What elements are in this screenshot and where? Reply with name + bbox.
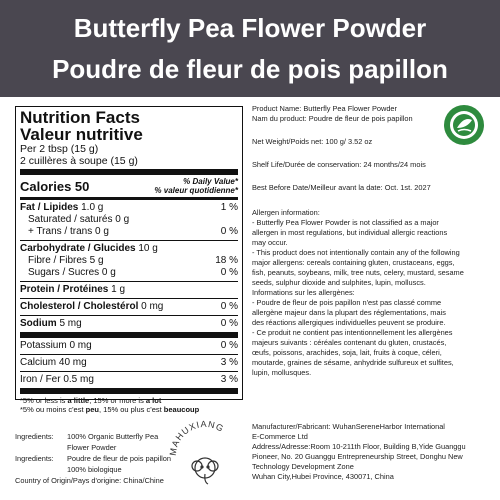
cholesterol-label: Cholesterol / Cholestérol: [20, 301, 139, 312]
sodium-amount: 5 mg: [59, 318, 82, 329]
nf-title-en: Nutrition Facts: [20, 108, 140, 127]
manufacturer-line: Wuhan City,Hubei Province, 430071, China: [252, 472, 394, 481]
serving-size-en: Per 2 tbsp (15 g): [20, 143, 99, 155]
cholesterol-row: [20, 299, 238, 315]
title-english: Butterfly Pea Flower Powder: [73, 13, 427, 43]
potassium-dv: 0 %: [220, 340, 238, 351]
trans-row: [20, 226, 238, 238]
dv-header-en: % Daily Value*: [183, 177, 238, 186]
fat-row: [20, 200, 238, 214]
ingredients-value-en-1: 100% Organic Butterfly Pea: [67, 432, 159, 441]
fibre-row: [20, 255, 238, 267]
allergen-line: œufs, poissons, arachides, soja, lait, fruits à coque, céleri,: [252, 348, 442, 357]
nf-title-fr: Valeur nutritive: [20, 125, 143, 144]
ingredients-value-en-2: Flower Powder: [67, 443, 117, 452]
allergen-line: allergène majeur dans la plupart des réglementations, mais: [252, 308, 446, 317]
nutrition-facts-panel: [15, 106, 243, 414]
saturated-label: Saturated / saturés 0 g: [28, 214, 130, 225]
allergen-line: majeurs suivants : céréales contenant du gluten, crustacés,: [252, 338, 447, 347]
allergen-line: major allergens: cereals containing gluten, crustaceans, eggs,: [252, 258, 455, 267]
protein-row: [20, 282, 238, 298]
manufacturer-info: [252, 422, 497, 482]
product-name-en: Product Name: Butterfly Pea Flower Powder: [252, 104, 397, 113]
best-before: Best Before Date/Meilleur avant la date: Oct. 1st. 2027: [252, 183, 431, 192]
carb-row: [20, 241, 238, 255]
calories-label: Calories 50: [20, 178, 90, 194]
product-name-fr: Nam du product: Poudre de fleur de pois papillon: [252, 114, 413, 123]
allergen-line: seeds, sulphur dioxide and sulphites, lupin, molluscs.: [252, 278, 426, 287]
fat-label: Fat / Lipides: [20, 202, 79, 213]
calcium-row: [20, 355, 238, 371]
footnote-en: *5% or less is a little, 15% or more is a lot: [20, 396, 162, 405]
allergen-line: - Ce produit ne contient pas intentionnellement les allergènes: [252, 328, 453, 337]
trans-label: + Trans / trans 0 g: [28, 226, 109, 237]
calcium-dv: 3 %: [220, 357, 238, 368]
allergen-line: Informations sur les allergènes:: [252, 288, 355, 297]
ingredients-label-fr: Ingredients:: [15, 454, 54, 463]
title-banner: [0, 0, 500, 97]
manufacturer-line: E-Commerce Ltd: [252, 432, 308, 441]
allergen-line: fish, peanuts, soybeans, milk, tree nuts, celery, mustard, sesame: [252, 268, 464, 277]
cholesterol-dv: 0 %: [220, 301, 238, 312]
allergen-line: Allergen information:: [252, 208, 320, 217]
sugars-dv: 0 %: [220, 267, 238, 278]
allergen-line: - Butterfly Pea Flower Powder is not classified as a major: [252, 218, 439, 227]
shelf-life: Shelf Life/Durée de conservation: 24 months/24 mois: [252, 160, 426, 169]
allergen-line: des réactions allergiques individuelles peuvent se produire.: [252, 318, 446, 327]
protein-amount: 1 g: [111, 284, 126, 295]
sugars-row: [20, 267, 238, 279]
fat-amount: 1.0 g: [81, 202, 104, 213]
manufacturer-line: Address/Adresse:Room 10-211th Floor, Building B,Yide Guanggu: [252, 442, 466, 451]
calories-row: [20, 175, 238, 197]
ingredients-label-en: Ingredients:: [15, 432, 54, 441]
allergen-line: - Poudre de fleur de pois papillon n'est pas classé comme: [252, 298, 442, 307]
manufacturer-line: Pioneer, No. 20 Guanggu Entrepreneurship Street, Donghu New: [252, 452, 463, 461]
footnote-fr: *5% ou moins c'est peu, 15% ou plus c'est beaucoup: [20, 405, 200, 414]
potassium-row: [20, 338, 238, 354]
manufacturer-line: Technology Development Zone: [252, 462, 354, 471]
ingredients-block: [15, 431, 171, 486]
ingredients-value-fr-2: 100% biologique: [67, 465, 122, 474]
calcium-label: Calcium 40 mg: [20, 357, 87, 368]
sugars-label: Sugars / Sucres 0 g: [28, 267, 116, 278]
sodium-row: [20, 316, 238, 332]
potassium-label: Potassium 0 mg: [20, 340, 92, 351]
allergen-line: may occur.: [252, 238, 288, 247]
trans-dv: 0 %: [220, 226, 238, 237]
carb-label: Carbohydrate / Glucides: [20, 243, 136, 254]
allergen-line: moutarde, graines de sésame, anhydride sulfureux et sulfites,: [252, 358, 454, 367]
allergen-line: lupin, mollusques.: [252, 368, 312, 377]
title-french: Poudre de fleur de pois papillon: [52, 54, 448, 84]
allergen-line: - This product does not intentionally contain any of the following: [252, 248, 460, 257]
elephant-logo-icon: [164, 412, 246, 496]
fat-dv: 1 %: [220, 202, 238, 213]
organic-seal-icon: [443, 104, 485, 146]
iron-label: Iron / Fer 0.5 mg: [20, 374, 94, 385]
saturated-row: [20, 214, 238, 226]
protein-label: Protein / Protéines: [20, 284, 109, 295]
country-of-origin: Country of Origin/Pays d'origine: China/Chine: [15, 476, 164, 485]
manufacturer-line: Manufacturer/Fabricant: WuhanSereneHarbor International: [252, 422, 445, 431]
svg-text:MAHUXIANG: [168, 419, 226, 456]
cholesterol-amount: 0 mg: [141, 301, 164, 312]
sodium-label: Sodium: [20, 318, 57, 329]
fibre-label: Fibre / Fibres 5 g: [28, 255, 104, 266]
net-weight: Net Weight/Poids net: 100 g/ 3.52 oz: [252, 137, 373, 146]
iron-dv: 3 %: [220, 374, 238, 385]
sodium-dv: 0 %: [220, 318, 238, 329]
allergen-line: allergen in most regulations, but individual allergic reactions: [252, 228, 448, 237]
allergen-info: [252, 208, 494, 378]
logo-text: MAHUXIANG: [167, 418, 226, 457]
iron-row: [20, 372, 238, 388]
dv-header-fr: % valeur quotidienne*: [154, 186, 238, 195]
fibre-dv: 18 %: [215, 255, 238, 266]
carb-amount: 10 g: [138, 243, 158, 254]
ingredients-value-fr-1: Poudre de fleur de pois papillon: [67, 454, 171, 463]
serving-size-fr: 2 cuillères à soupe (15 g): [20, 155, 138, 167]
